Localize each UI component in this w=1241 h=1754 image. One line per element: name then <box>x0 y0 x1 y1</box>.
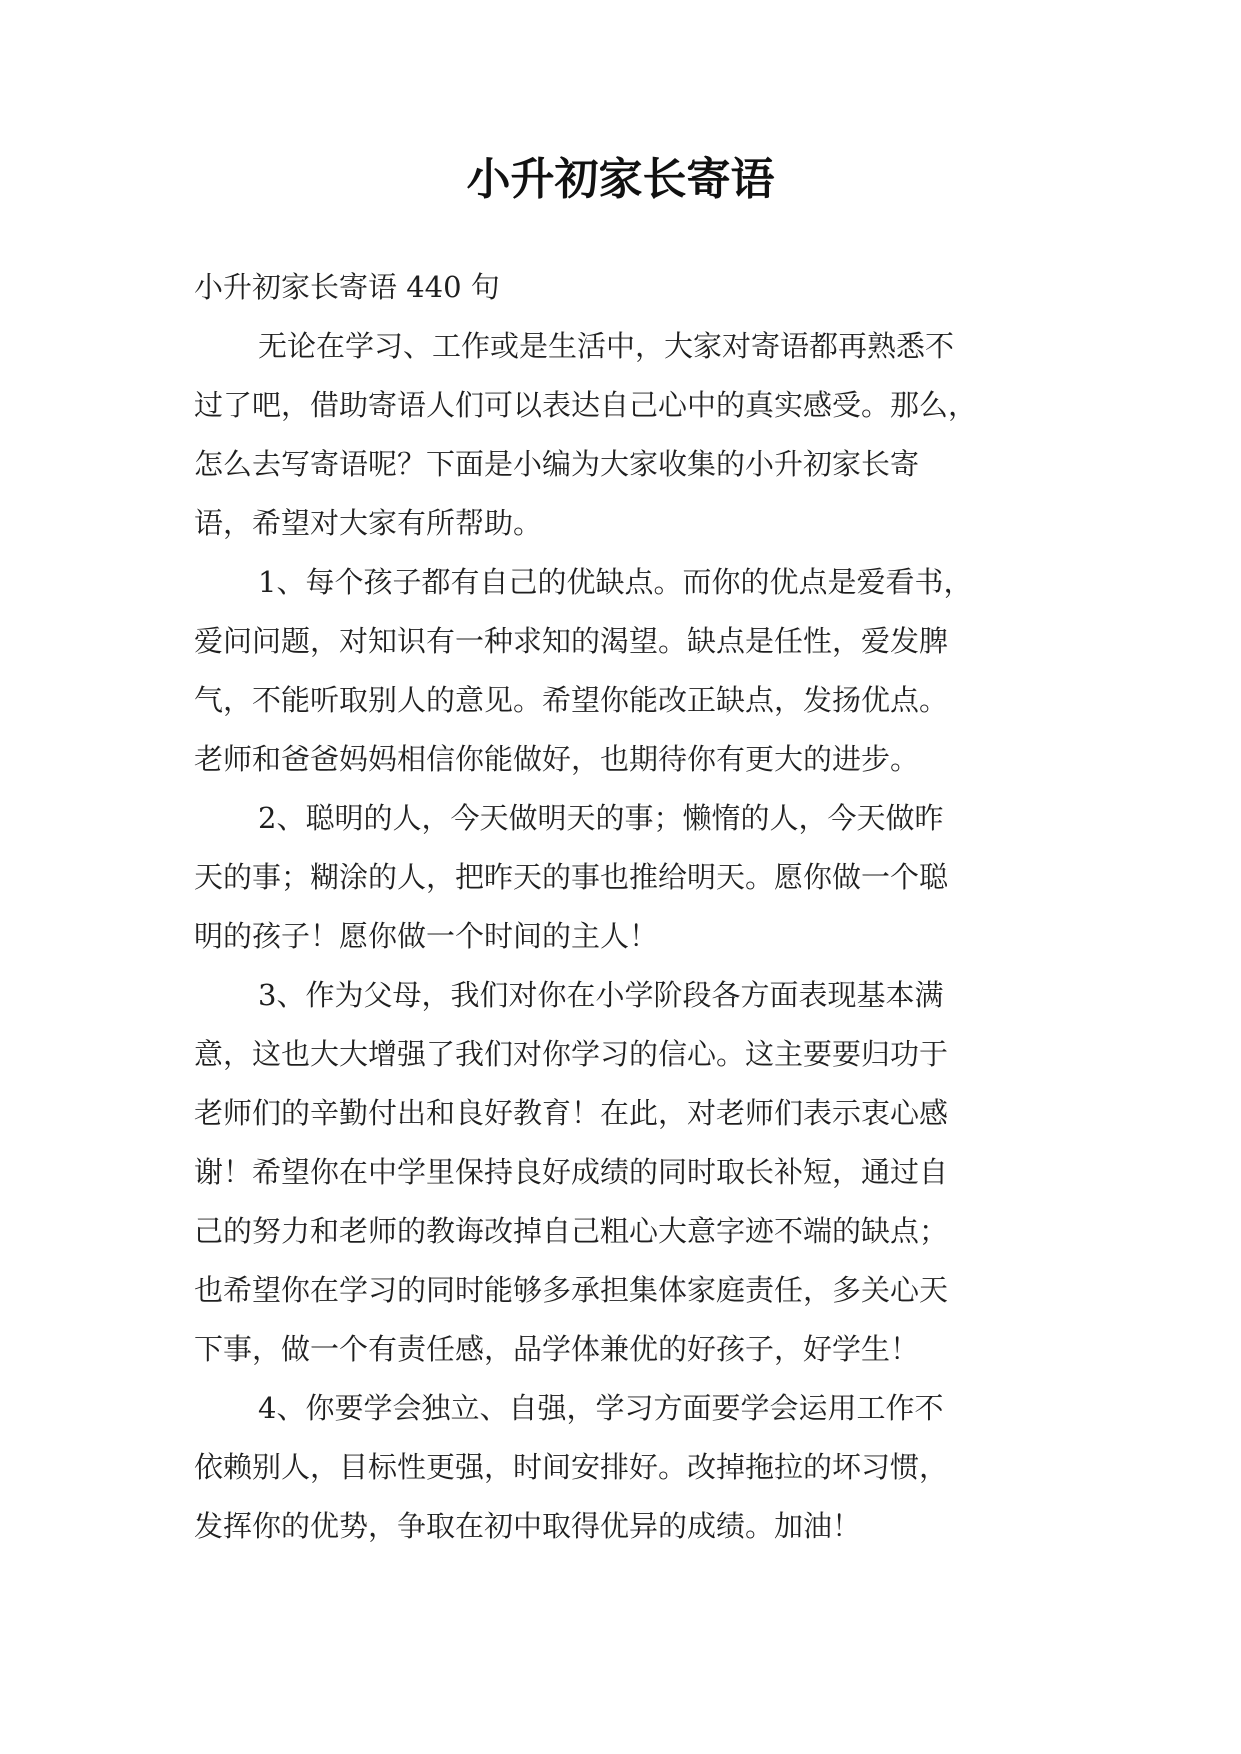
body-line: 4、你要学会独立、自强，学习方面要学会运用工作不 <box>258 1391 944 1425</box>
body-line: 也希望你在学习的同时能够多承担集体家庭责任，多关心天 <box>194 1273 949 1307</box>
body-line: 无论在学习、工作或是生活中，大家对寄语都再熟悉不 <box>258 329 955 363</box>
body-line: 明的孩子！愿你做一个时间的主人！ <box>194 919 659 953</box>
body-line: 天的事；糊涂的人，把昨天的事也推给明天。愿你做一个聪 <box>194 860 949 894</box>
body-line: 下事，做一个有责任感，品学体兼优的好孩子，好学生！ <box>194 1332 920 1366</box>
body-line: 语，希望对大家有所帮助。 <box>194 506 543 540</box>
body-line: 3、作为父母，我们对你在小学阶段各方面表现基本满 <box>258 978 944 1012</box>
body-line: 意，这也大大增强了我们对你学习的信心。这主要要归功于 <box>194 1037 949 1071</box>
body-line: 老师和爸爸妈妈相信你能做好，也期待你有更大的进步。 <box>194 742 920 776</box>
document-body <box>194 258 1062 1556</box>
body-line: 爱问问题，对知识有一种求知的渴望。缺点是任性，爱发脾 <box>194 624 949 658</box>
body-line: 气，不能听取别人的意见。希望你能改正缺点，发扬优点。 <box>194 683 949 717</box>
body-line: 1、每个孩子都有自己的优缺点。而你的优点是爱看书， <box>258 565 973 599</box>
body-line: 谢！希望你在中学里保持良好成绩的同时取长补短，通过自 <box>194 1155 949 1189</box>
body-line: 老师们的辛勤付出和良好教育！在此，对老师们表示衷心感 <box>194 1096 949 1130</box>
body-line: 小升初家长寄语 440 句 <box>194 270 500 304</box>
body-line: 过了吧，借助寄语人们可以表达自己心中的真实感受。那么， <box>194 388 978 422</box>
body-line: 发挥你的优势，争取在初中取得优异的成绩。加油！ <box>194 1509 862 1543</box>
body-line: 依赖别人，目标性更强，时间安排好。改掉拖拉的坏习惯， <box>194 1450 949 1484</box>
body-line: 2、聪明的人，今天做明天的事；懒惰的人，今天做昨 <box>258 801 944 835</box>
body-line: 己的努力和老师的教诲改掉自己粗心大意字迹不端的缺点； <box>194 1214 949 1248</box>
document-title: 小升初家长寄语 <box>466 154 775 205</box>
body-line: 怎么去写寄语呢？下面是小编为大家收集的小升初家长寄 <box>194 447 920 481</box>
